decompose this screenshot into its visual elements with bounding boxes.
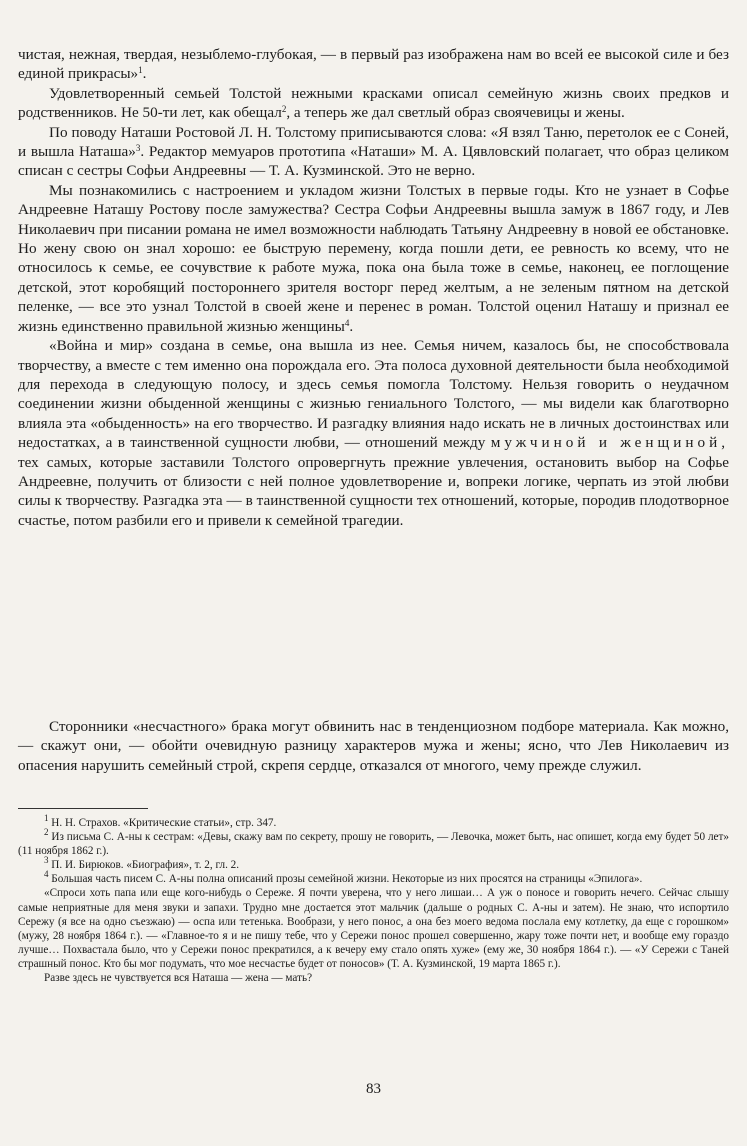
footnote-separator [18,808,148,809]
footnote: «Спроси хоть папа или еще кого-нибудь о Сереже. Я почти уверена, что у него лишаи… А уж о поносе и говорить нечего. Сейчас слышу самые неприятные для меня звуки и запахи. Трудно мне достается этот мальчик (дальше о родных С. А-ны и затем). Не знаю, что испортило Сережу (я все на одно съезжаю) — оспа или тетенька. Вообрази, у него понос, а она без моего ведома послала ему котлетку, да еще с горошком» (мужу, 28 ноября 1864 г.). — «Главное-то я и не пишу тебе, что у Сережи понос прошел совершенно, жару тоже почти нет, и вообще ему гораздо лучше… Похвастала было, что у Сережи понос прекратился, а к вечеру ему стало опять хуже» (ему же, 30 ноября 1864 г.). — «У Сережи с Таней страшный понос. Кто бы мог подумать, что мое несчастье будет от поносов» (Т. А. Кузминской, 19 марта 1865 г.). [18,887,729,970]
paragraph: «Война и мир» создана в семье, она вышла из нее. Семья ничем, казалось бы, не способствовала творчеству, а вместе с тем именно она порождала его. Эта полоса духовной деятельности была необходимой для перехода в следующую полосу, и здесь семья помогла Толстому. Нельзя говорить о неудачном соединении жизни обыденной женщины с жизнью гениального Толстого, — мы видели как благотворно влияла эта «обыденность» на его творчество. И разгадку влияния надо искать не в личных достоинствах или недостатках, а в таинственной сущности любви, — отношений между мужчиной и женщиной, тех самых, которые заставили Толстого опровергнуть прежние увлечения, остановить выбор на Софье Андреевне, получить от близости с ней полное удовлетворение и, вопреки логике, черпать из этой любви силы к творчеству. Разгадка эта — в таинственной сущности тех отношений, которые, породив плодотворное счастье, потом разбили его и привели к семейной трагедии. [18,337,729,529]
page-number: 83 [366,1081,381,1097]
footnote: Разве здесь не чувствуется вся Наташа — жена — мать? [44,972,313,985]
footnote-mark: 1 [138,65,143,76]
footnotes [18,813,730,985]
footnote: $^2$ Из письма С. А-ны к сестрам: «Девы, скажу вам по секрету, прошу не говорить, — Левочка, может быть, нас опишет, когда ему будет 50 лет» (11 ноября 1862 г.). [18,827,730,858]
footnote-mark: 3 [135,143,141,154]
footnote: $^4$ Большая часть писем С. А-ны полна описаний прозы семейной жизни. Некоторые из них просятся на страницы «Эпилога». [44,869,643,886]
footnote-mark: 2 [281,104,287,115]
footnote-mark: 4 [344,317,350,328]
paragraph: Удовлетворенный семьей Толстой нежными красками описал семейную жизнь своих предков и родственников. Не 50-ти лет, как обещал$^2$, а теперь же дал светлый образ своячевицы и жены. [18,84,729,122]
main-text-continued [18,717,729,775]
paragraph: Сторонники «несчастного» брака могут обвинить нас в тенденциозном подборе материала. Как можно, — скажут они, — обойти очевидную разницу характеров мужа и жены; ясно, что Лев Николаевич из опасения нарушить семейный строй, скрепя сердце, отказался от многого, чему прежде служил. [18,718,729,774]
main-text [18,45,729,530]
footnote: $^3$ П. И. Бирюков. «Биография», т. 2, гл. 2. [44,855,240,872]
footnote: $^1$ Н. Н. Страхов. «Критические статьи», стр. 347. [44,813,277,829]
spaced-emphasis: мужчиной и женщиной, [490,434,729,452]
paragraph: Мы познакомились с настроением и укладом жизни Толстых в первые годы. Кто не узнает в Софье Андреевне Наташу Ростову после замужества? Сестра Софьи Андреевны вышла замуж в 1867 году, и Лев Николаевич при писании романа не имел возможности наблюдать Татьяну Андреевну в новой ее обстановке. Но жену свою он знал хорошо: ее быструю перемену, когда пошли дети, ее ревность ко всему, что не относилось к семье, ее сочувствие к работе мужа, пока она была тоже в семье, наконец, ее поглощение детской, этот коробящий постороннего зрителя восторг перед желтым, а не зеленым пятном на детской пеленке, — все это узнал Толстой в своей жене и перенес в роман. Толстой оценил Наташу и признал ее жизнь единственно правильной жизнью женщины$^4$. [18,181,729,335]
paragraph: чистая, нежная, твердая, незыблемо-глубокая, — в первый раз изображена нам во всей ее высокой силе и без единой прикрасы»$^1$. [18,46,729,83]
paragraph: По поводу Наташи Ростовой Л. Н. Толстому приписываются слова: «Я взял Таню, перетолок ее с Соней, и вышла Наташа»$^3$. Редактор мемуаров прототипа «Наташи» М. А. Цявловский полагает, что образ целиком списан с сестры Софьи Андреевны — Т. А. Кузминской. Это не верно. [18,123,729,180]
